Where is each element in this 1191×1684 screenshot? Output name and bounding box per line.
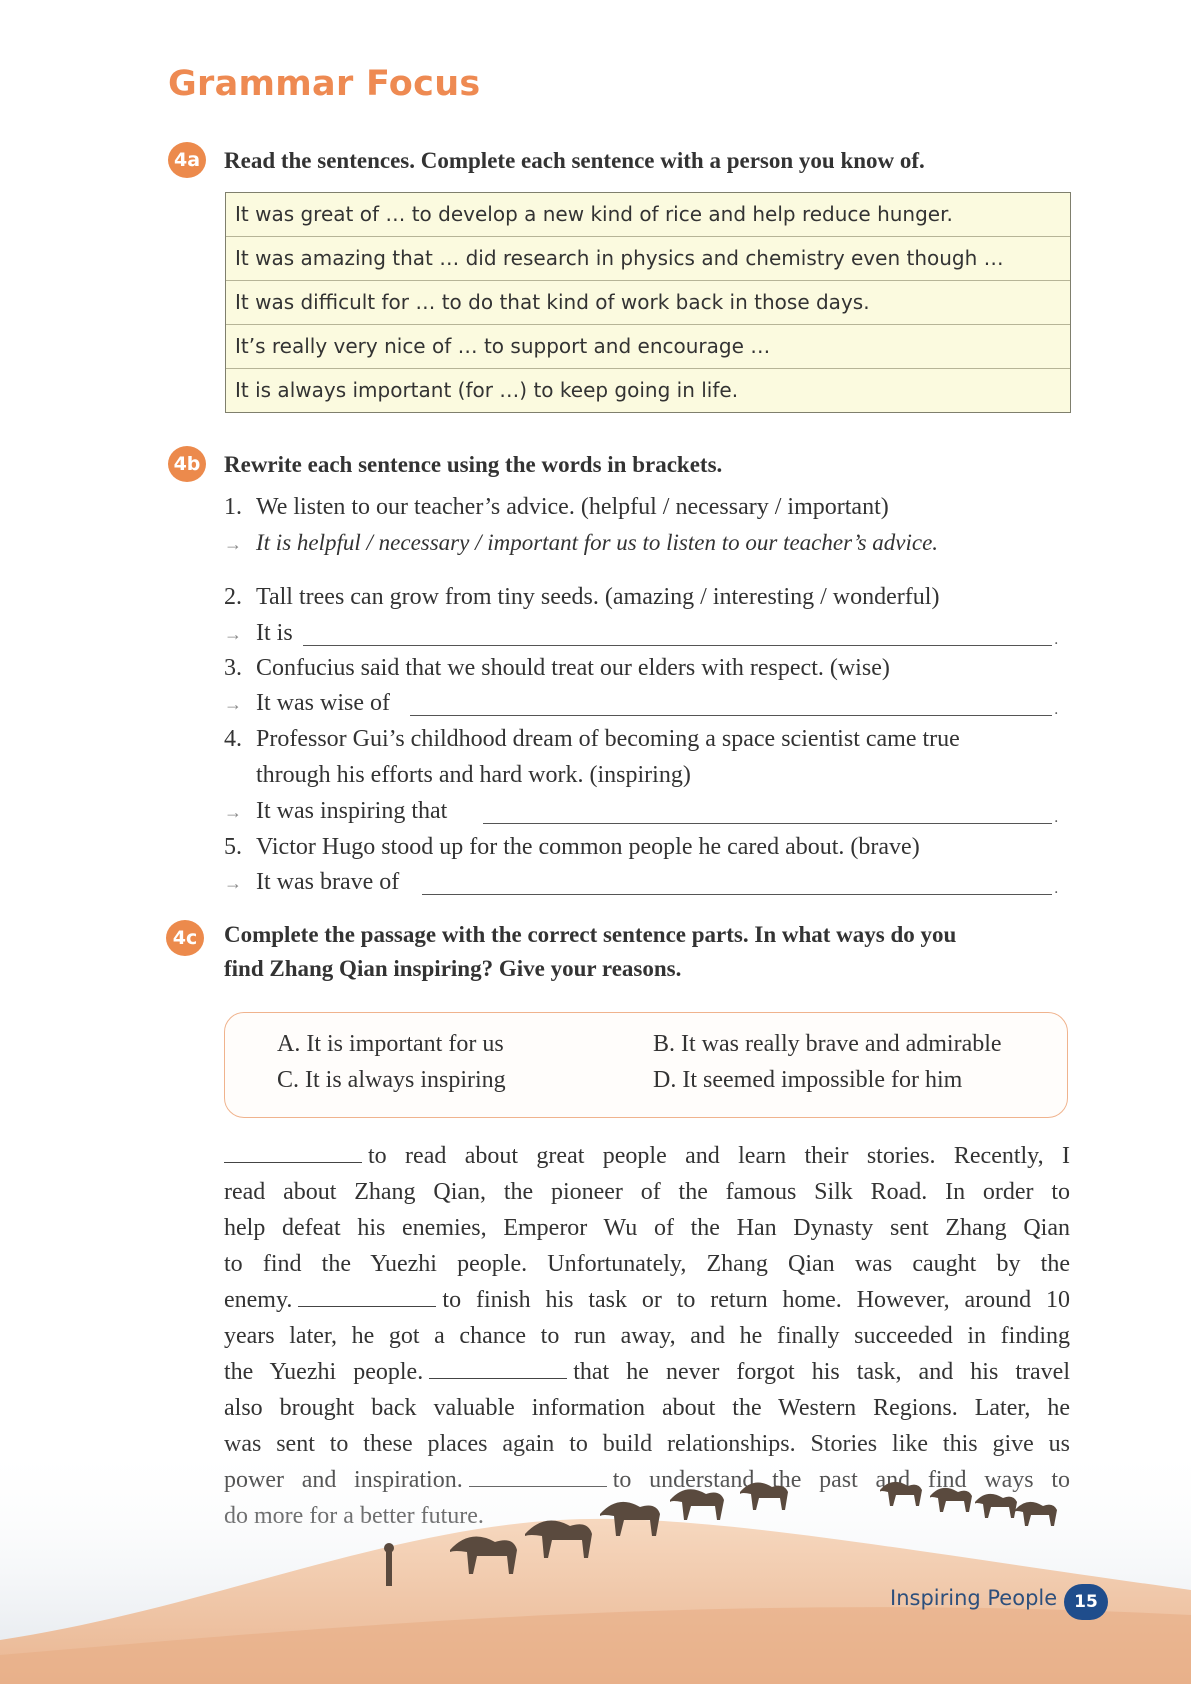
passage-line: enemy. to finish his task or to return home. However, around 10 bbox=[224, 1287, 1070, 1313]
answer-blank[interactable] bbox=[303, 645, 1052, 646]
answer-prompt: It was inspiring that bbox=[256, 798, 448, 824]
item-number: 3. bbox=[224, 655, 242, 681]
arrow-icon: → bbox=[224, 694, 242, 714]
item-number: 5. bbox=[224, 834, 242, 860]
passage-line: years later, he got a chance to run away, and he finally succeeded in finding bbox=[224, 1323, 1070, 1349]
footer-unit-label: Inspiring People bbox=[890, 1586, 1058, 1610]
answer-text: It is helpful / necessary / important for us to listen to our teacher’s advice. bbox=[256, 530, 939, 555]
passage-line: also brought back valuable information about the Western Regions. Later, he bbox=[224, 1395, 1070, 1421]
answer-prompt: It was brave of bbox=[256, 869, 400, 895]
passage-blank[interactable] bbox=[298, 1286, 436, 1307]
answer-prompt: It was wise of bbox=[256, 690, 390, 716]
item-number: 4. bbox=[224, 726, 242, 752]
option-a[interactable] bbox=[277, 1031, 504, 1058]
answer-prompt: It is bbox=[256, 620, 293, 646]
exercise-item bbox=[224, 834, 920, 861]
exercise-item bbox=[224, 584, 939, 611]
desert-caravan-illustration bbox=[0, 1440, 1191, 1684]
passage-line: help defeat his enemies, Emperor Wu of the Han Dynasty sent Zhang Qian bbox=[224, 1215, 1070, 1241]
page-title: Grammar Focus bbox=[168, 64, 481, 104]
item-text: Tall trees can grow from tiny seeds. (amazing / interesting / wonderful) bbox=[256, 584, 940, 610]
period-mark: . bbox=[1054, 632, 1059, 648]
instruction-4b: Rewrite each sentence using the words in brackets. bbox=[224, 452, 723, 477]
period-mark: . bbox=[1054, 702, 1059, 718]
page-number-badge: 15 bbox=[1064, 1584, 1108, 1620]
passage-line: the Yuezhi people. that he never forgot his task, and his travel bbox=[224, 1359, 1070, 1385]
instruction-4c-line1: Complete the passage with the correct sentence parts. In what ways do you bbox=[224, 922, 957, 947]
option-b[interactable] bbox=[653, 1031, 1002, 1058]
passage-blank[interactable] bbox=[429, 1358, 567, 1379]
answer-line bbox=[224, 620, 293, 647]
answer-blank[interactable] bbox=[483, 823, 1052, 824]
arrow-icon: → bbox=[224, 802, 242, 822]
exercise-item-continued: through his efforts and hard work. (inspiring) bbox=[256, 762, 691, 788]
badge-4c: 4c bbox=[166, 920, 204, 956]
option-text: It seemed impossible for him bbox=[682, 1067, 963, 1093]
table-row: It was great of … to develop a new kind of rice and help reduce hunger. bbox=[226, 193, 1070, 237]
item-text: Victor Hugo stood up for the common people he cared about. (brave) bbox=[256, 834, 920, 860]
option-letter: B. bbox=[653, 1031, 676, 1057]
answer-line bbox=[224, 869, 399, 896]
badge-4b: 4b bbox=[168, 446, 206, 482]
passage-line: to read about great people and learn their stories. Recently, I bbox=[224, 1138, 1070, 1174]
instruction-4c-line2: find Zhang Qian inspiring? Give your reasons. bbox=[224, 956, 682, 981]
passage-line: read about Zhang Qian, the pioneer of the famous Silk Road. In order to bbox=[224, 1179, 1070, 1205]
table-row: It was amazing that … did research in physics and chemistry even though … bbox=[226, 237, 1070, 281]
answer-line bbox=[224, 690, 390, 717]
item-text: Professor Gui’s childhood dream of becoming a space scientist came true bbox=[256, 726, 960, 752]
table-row: It was difficult for … to do that kind of work back in those days. bbox=[226, 281, 1070, 325]
option-letter: C. bbox=[277, 1067, 300, 1093]
exercise-item bbox=[224, 655, 890, 682]
option-letter: D. bbox=[653, 1067, 677, 1093]
option-letter: A. bbox=[277, 1031, 301, 1057]
badge-4a: 4a bbox=[168, 142, 206, 178]
item-text: We listen to our teacher’s advice. (helpful / necessary / important) bbox=[256, 494, 889, 520]
answer-blank[interactable] bbox=[410, 715, 1052, 716]
option-text: It is important for us bbox=[306, 1031, 504, 1057]
sentence-table bbox=[225, 192, 1071, 413]
period-mark: . bbox=[1054, 881, 1059, 897]
passage-line: to find the Yuezhi people. Unfortunately, Zhang Qian was caught by the bbox=[224, 1251, 1070, 1277]
answer-line bbox=[224, 798, 447, 825]
arrow-icon: → bbox=[224, 534, 242, 554]
option-text: It is always inspiring bbox=[305, 1067, 506, 1093]
exercise-item bbox=[224, 726, 960, 753]
option-d[interactable] bbox=[653, 1067, 962, 1094]
item-text: Confucius said that we should treat our elders with respect. (wise) bbox=[256, 655, 890, 681]
item-number: 1. bbox=[224, 494, 242, 520]
table-row: It’s really very nice of … to support and encourage … bbox=[226, 325, 1070, 369]
item-number: 2. bbox=[224, 584, 242, 610]
arrow-icon: → bbox=[224, 624, 242, 644]
exercise-item bbox=[224, 494, 889, 521]
option-text: It was really brave and admirable bbox=[681, 1031, 1002, 1057]
instruction-4a: Read the sentences. Complete each sentence with a person you know of. bbox=[224, 148, 925, 173]
options-box bbox=[224, 1012, 1068, 1118]
period-mark: . bbox=[1054, 810, 1059, 826]
answer-blank[interactable] bbox=[422, 894, 1052, 895]
arrow-icon: → bbox=[224, 873, 242, 893]
table-row: It is always important (for …) to keep going in life. bbox=[235, 378, 739, 402]
example-answer bbox=[224, 530, 938, 557]
passage-blank[interactable] bbox=[224, 1142, 362, 1163]
option-c[interactable] bbox=[277, 1067, 506, 1094]
